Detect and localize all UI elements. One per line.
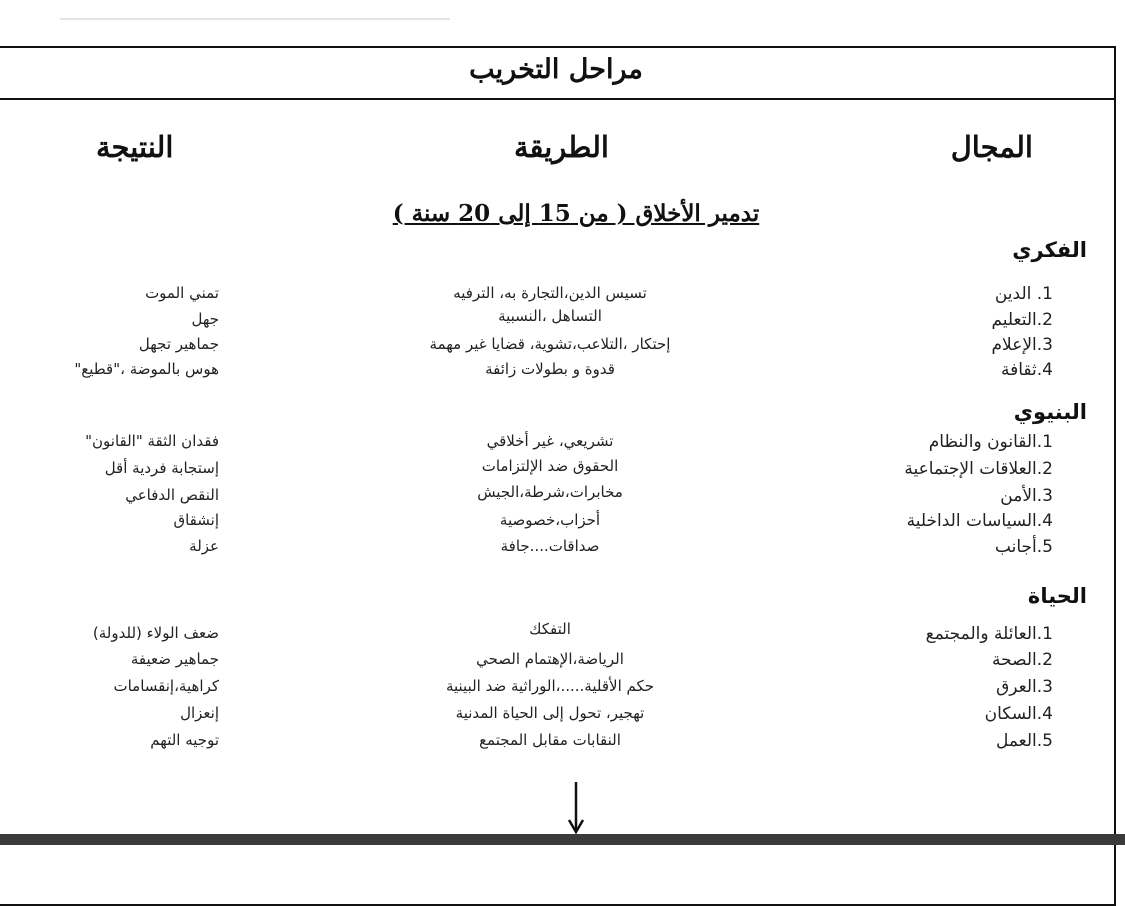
result-cell: جماهير ضعيفة bbox=[130, 650, 219, 668]
header-domain: المجال bbox=[950, 130, 1033, 164]
domain-cell: 4.السكان bbox=[984, 704, 1053, 724]
result-cell: عزلة bbox=[189, 537, 219, 555]
result-cell: جهل bbox=[191, 310, 219, 328]
result-cell: ضعف الولاء (للدولة) bbox=[92, 624, 219, 642]
method-cell: قدوة و بطولات زائفة bbox=[485, 360, 615, 378]
method-cell: مخابرات،شرطة،الجيش bbox=[477, 483, 623, 501]
section-label-life: الحياة bbox=[1027, 584, 1087, 608]
result-cell: النقص الدفاعي bbox=[125, 486, 219, 504]
domain-cell: 2.العلاقات الإجتماعية bbox=[904, 459, 1053, 479]
domain-cell: 4.السياسات الداخلية bbox=[906, 511, 1053, 531]
method-cell: الرياضة،الإهتمام الصحي bbox=[476, 650, 624, 668]
result-cell: إنشقاق bbox=[173, 511, 219, 529]
method-cell: تسيس الدين،التجارة به، الترفيه bbox=[453, 284, 647, 302]
method-cell: إحتكار ،التلاعب،تشوية، قضايا غير مهمة bbox=[429, 335, 671, 353]
result-cell: جماهير تجهل bbox=[138, 335, 219, 353]
subtitle: تدمير الأخلاق ( من 15 إلى 20 سنة ) bbox=[392, 200, 760, 227]
domain-cell: 1. الدين bbox=[994, 284, 1053, 304]
domain-cell: 3.الإعلام bbox=[991, 335, 1053, 355]
down-arrow-icon bbox=[566, 782, 586, 834]
result-cell: تمني الموت bbox=[145, 284, 219, 302]
result-cell: كراهية،إنقسامات bbox=[113, 677, 219, 695]
method-cell: التساهل ،النسبية bbox=[498, 307, 602, 325]
page-title: مراحل التخريب bbox=[469, 54, 643, 85]
method-cell: صداقات....جافة bbox=[500, 537, 600, 555]
method-cell: تشريعي، غير أخلاقي bbox=[486, 432, 614, 450]
domain-cell: 5.أجانب bbox=[994, 537, 1053, 557]
domain-cell: 2.الصحة bbox=[992, 650, 1053, 670]
domain-cell: 2.التعليم bbox=[991, 310, 1053, 330]
domain-cell: 1.القانون والنظام bbox=[928, 432, 1053, 452]
method-cell: أحزاب،خصوصية bbox=[499, 511, 601, 529]
method-cell: حكم الأقلية.....،الوراثية ضد البينية bbox=[445, 677, 655, 695]
title-row bbox=[0, 48, 1114, 100]
method-cell: النقابات مقابل المجتمع bbox=[479, 731, 621, 749]
result-cell: إنعزال bbox=[180, 704, 219, 722]
header-method: الطريقة bbox=[514, 130, 609, 164]
method-cell: تهجير، تحول إلى الحياة المدنية bbox=[455, 704, 645, 722]
result-cell: هوس بالموضة ،"قطيع" bbox=[74, 360, 219, 378]
section-label-intellectual: الفكري bbox=[1012, 238, 1087, 262]
section-label-structural: البنيوي bbox=[1013, 400, 1087, 424]
domain-cell: 3.العرق bbox=[996, 677, 1053, 697]
method-cell: التفكك bbox=[529, 620, 571, 638]
bottom-bar bbox=[0, 834, 1125, 845]
header-result: النتيجة bbox=[96, 130, 174, 164]
domain-cell: 4.ثقافة bbox=[1001, 360, 1053, 380]
domain-cell: 3.الأمن bbox=[1000, 486, 1053, 506]
result-cell: فقدان الثقة "القانون" bbox=[85, 432, 219, 450]
top-scan-line bbox=[60, 18, 450, 20]
method-cell: الحقوق ضد الإلتزامات bbox=[481, 457, 619, 475]
domain-cell: 1.العائلة والمجتمع bbox=[925, 624, 1053, 644]
result-cell: إستجابة فردية أقل bbox=[104, 459, 219, 477]
domain-cell: 5.العمل bbox=[995, 731, 1053, 751]
result-cell: توجيه التهم bbox=[150, 731, 219, 749]
